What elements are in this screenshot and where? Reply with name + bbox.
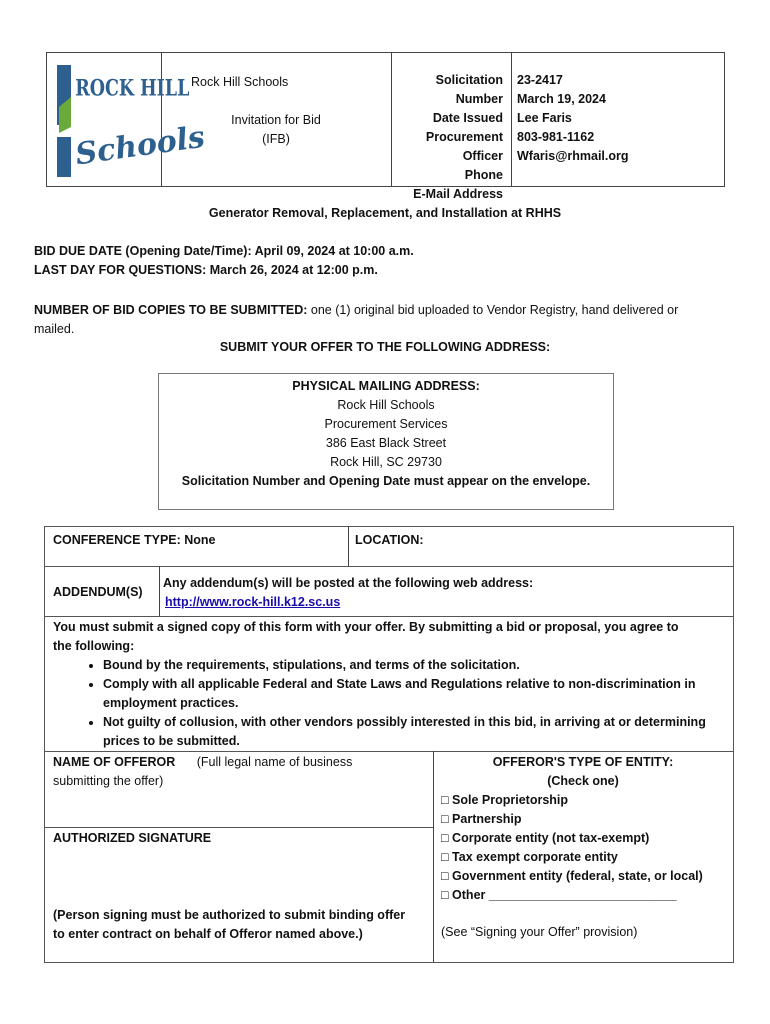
must-submit-line1: You must submit a signed copy of this form with your offer. By submitting a bid or proposal, you agree to [53,620,679,634]
copies-paragraph [34,301,734,339]
checkbox-icon[interactable]: □ [441,850,449,864]
last-day-questions: LAST DAY FOR QUESTIONS: March 26, 2024 at 12:00 p.m. [34,263,378,277]
checkbox-icon[interactable]: □ [441,812,449,826]
rock-hill-schools-logo [55,57,207,182]
org-name: Rock Hill Schools [191,75,289,89]
checkbox-icon[interactable]: □ [441,793,449,807]
name-of-offeror-hint: (Full legal name of business [196,755,353,769]
entity-option-label: Government entity (federal, state, or local) [452,869,703,883]
submit-heading: SUBMIT YOUR OFFER TO THE FOLLOWING ADDRESS: [219,340,551,354]
date-issued-value: March 19, 2024 [517,92,606,106]
solicitation-number-value: 23-2417 [517,73,563,87]
signature-note [53,906,405,944]
address-heading: PHYSICAL MAILING ADDRESS: [292,379,480,393]
offer-form [44,526,734,963]
entity-note: (See “Signing your Offer” provision) [441,925,638,939]
copies-text-cont: mailed. [34,322,75,336]
entity-subheading: (Check one) [547,774,619,788]
term-item: • Not guilty of collusion, with other vendors possibly interested in this bid, in arriving at or determining prices to be submitted. [103,713,731,751]
checkbox-icon[interactable]: □ [441,869,449,883]
procurement-officer-value: Lee Faris [517,111,572,125]
checkbox-icon[interactable]: □ [441,831,449,845]
entity-option-sole-proprietorship[interactable] [441,791,703,810]
logo-text-top: ROCK HILL [75,74,190,102]
entity-option-label: Partnership [452,812,522,826]
phone-label: Phone [464,168,503,182]
entity-option-label: Tax exempt corporate entity [452,850,618,864]
address-line4: Rock Hill, SC 29730 [330,455,442,469]
entity-option-label: Corporate entity (not tax-exempt) [452,831,650,845]
entity-options [441,791,703,905]
project-title: Generator Removal, Replacement, and Installation at RHHS [208,206,562,220]
name-of-offeror-hint2: submitting the offer) [53,774,164,788]
signature-area[interactable] [51,852,427,904]
signature-note-line1: (Person signing must be authorized to submit binding offer [53,908,406,922]
address-line2: Procurement Services [324,417,448,431]
header-box [46,52,725,201]
term-item: • Bound by the requirements, stipulations, and terms of the solicitation. [103,656,731,675]
entity-option-label: Other ___________________________ [452,888,677,902]
must-submit-text [53,618,731,751]
conference-type: CONFERENCE TYPE: None [53,533,216,547]
email-value: Wfaris@rhmail.org [517,149,629,163]
entity-option-partnership[interactable] [441,810,703,829]
addendum-label: ADDENDUM(S) [53,585,143,599]
terms-list [53,656,731,751]
doc-type-line1: Invitation for Bid [231,113,321,127]
term-item: • Comply with all applicable Federal and State Laws and Regulations relative to non-discrimination in employment practices. [103,675,731,713]
authorized-signature-label: AUTHORIZED SIGNATURE [53,831,212,845]
address-line3: 386 East Black Street [325,436,447,450]
address-line1: Rock Hill Schools [337,398,435,412]
copies-text: one (1) original bid uploaded to Vendor Registry, hand delivered or [310,303,679,317]
phone-value: 803-981-1162 [517,130,595,144]
header-field-values [517,71,629,166]
doc-type-line2: (IFB) [262,132,290,146]
entity-option-tax-exempt[interactable] [441,848,703,867]
bid-due-date: BID DUE DATE (Opening Date/Time): April 09, 2024 at 10:00 a.m. [34,244,414,258]
addendum-text: Any addendum(s) will be posted at the following web address: [163,576,534,590]
entity-option-other[interactable] [441,886,703,905]
logo-text-bottom: Schools [73,119,207,173]
date-issued-label: Date Issued [432,111,503,125]
entity-option-label: Sole Proprietorship [452,793,569,807]
location-label: LOCATION: [355,533,424,547]
must-submit-line2: the following: [53,639,135,653]
header-field-labels [391,71,503,204]
addendum-url-link[interactable]: http://www.rock-hill.k12.sc.us [165,595,341,609]
name-of-offeror-label: NAME OF OFFEROR [53,755,176,769]
email-label: E-Mail Address [413,187,503,201]
solicitation-number-label: Solicitation Number [435,73,503,106]
signature-note-line2: to enter contract on behalf of Offeror named above.) [53,927,363,941]
name-of-offeror-field[interactable] [53,753,352,791]
entity-heading: OFFEROR'S TYPE OF ENTITY: [492,755,674,769]
address-note: Solicitation Number and Opening Date must appear on the envelope. [181,474,591,488]
entity-option-corporate[interactable] [441,829,703,848]
copies-label: NUMBER OF BID COPIES TO BE SUBMITTED: [34,303,308,317]
procurement-officer-label: Procurement Officer [425,130,503,163]
address-box [158,373,614,510]
checkbox-icon[interactable]: □ [441,888,449,902]
entity-option-government[interactable] [441,867,703,886]
